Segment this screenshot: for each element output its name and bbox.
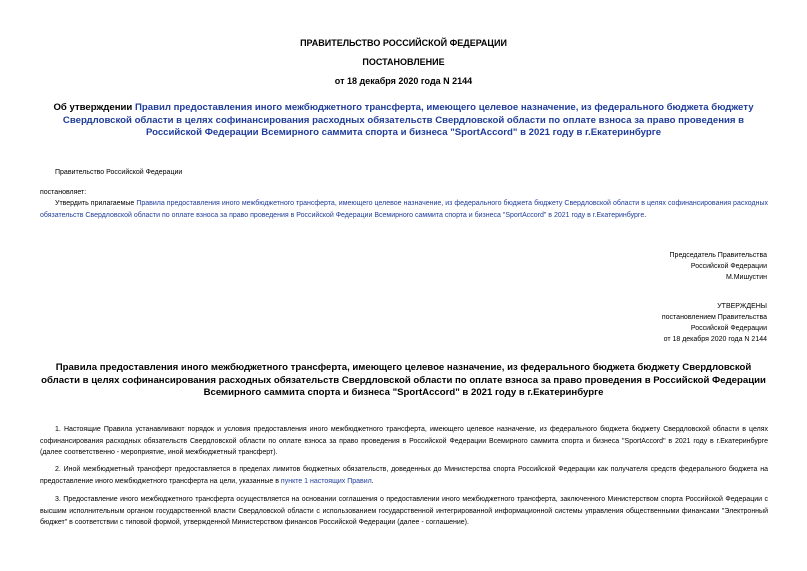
government-line: Правительство Российской Федерации bbox=[55, 169, 183, 176]
signature-block bbox=[670, 250, 767, 283]
rules-paragraph-2-link[interactable]: пункте 1 настоящих Правил bbox=[280, 477, 372, 485]
signature-line-1: Председатель Правительства bbox=[669, 252, 767, 259]
rules-title: Правила предоставления иного межбюджетного трансферта, имеющего целевое назначение, из федерального бюджета бюджету Свердловской области в целях софинансирования расходных обязательств Свердловской области по оплате взноса за право проведения в Российской Федерации Всемирного саммита спорта и бизнеса "SportAccord" в 2021 году в г.Екатеринбурге bbox=[41, 362, 766, 398]
document-date-number: от 18 декабря 2020 года N 2144 bbox=[334, 76, 473, 86]
document-title bbox=[40, 102, 767, 140]
document-title-link[interactable]: Правил предоставления иного межбюджетного трансферта, имеющего целевое назначение, из федерального бюджета бюджету Свердловской области в целях софинансирования расходных обязательств Свердловской области по оплате взноса за право проведения в Российской Федерации Всемирного саммита спорта и бизнеса "SportAccord" в 2021 году в г.Екатеринбурге bbox=[62, 102, 754, 138]
approved-line-4: от 18 декабря 2020 года N 2144 bbox=[663, 336, 767, 343]
approve-suffix: . bbox=[644, 211, 647, 219]
approved-line-3: Российской Федерации bbox=[690, 325, 767, 332]
document-title-prefix: Об утверждении bbox=[53, 102, 135, 113]
approve-prefix: Утвердить прилагаемые bbox=[55, 200, 137, 207]
resolves-line: постановляет: bbox=[40, 189, 87, 196]
approve-paragraph bbox=[40, 198, 768, 221]
rules-paragraph-2 bbox=[40, 464, 768, 487]
approved-line-2: постановлением Правительства bbox=[661, 314, 767, 321]
rules-paragraph-2-prefix: 2. Иной межбюджетный трансферт предоставляется в пределах лимитов бюджетных обязательств, доведенных до Министерства спорта Российской Федерации как получателя средств федерального бюджета на предоставление иного межбюджетного трансферта на цели, указанные в bbox=[40, 466, 768, 485]
rules-paragraph-2-suffix: . bbox=[371, 477, 374, 485]
rules-paragraph-1: 1. Настоящие Правила устанавливают порядок и условия предоставления иного межбюджетного трансферта, имеющего целевое назначение, из федерального бюджета бюджету Свердловской области в целях софинансирования расходных обязательств Свердловской области по оплате взноса за право проведения в Российской Федерации Всемирного саммита спорта и бизнеса "SportAccord" в 2021 году в г.Екатеринбурге (далее соответственно - мероприятие, иной межбюджетный трансферт). bbox=[40, 426, 768, 456]
rules-paragraph-3: 3. Предоставление иного межбюджетного трансферта осуществляется на основании соглашения о предоставлении иного межбюджетного трансферта, заключенного Министерством спорта Российской Федерации с высшим исполнительным органом государственной власти Свердловской области с использованием государственной интегрированной информационной системы управления общественными финансами "Электронный бюджет" в соответствии с типовой формой, утвержденной Министерством финансов Российской Федерации (далее - соглашение). bbox=[40, 496, 768, 526]
approve-rules-link[interactable]: Правила предоставления иного межбюджетного трансферта, имеющего целевое назначение, из федерального бюджета бюджету Свердловской области в целях софинансирования расходных обязательств Свердловской области по оплате взноса за право проведения в Российской Федерации Всемирного саммита спорта и бизнеса "SportAccord" в 2021 году в г.Екатеринбурге bbox=[40, 200, 768, 219]
approved-line-1: УТВЕРЖДЕНЫ bbox=[717, 303, 767, 310]
document-type: ПОСТАНОВЛЕНИЕ bbox=[362, 57, 445, 67]
approved-block bbox=[662, 301, 767, 345]
signature-line-3: М.Мишустин bbox=[725, 274, 767, 281]
signature-line-2: Российской Федерации bbox=[690, 263, 767, 270]
government-heading: ПРАВИТЕЛЬСТВО РОССИЙСКОЙ ФЕДЕРАЦИИ bbox=[300, 38, 507, 48]
